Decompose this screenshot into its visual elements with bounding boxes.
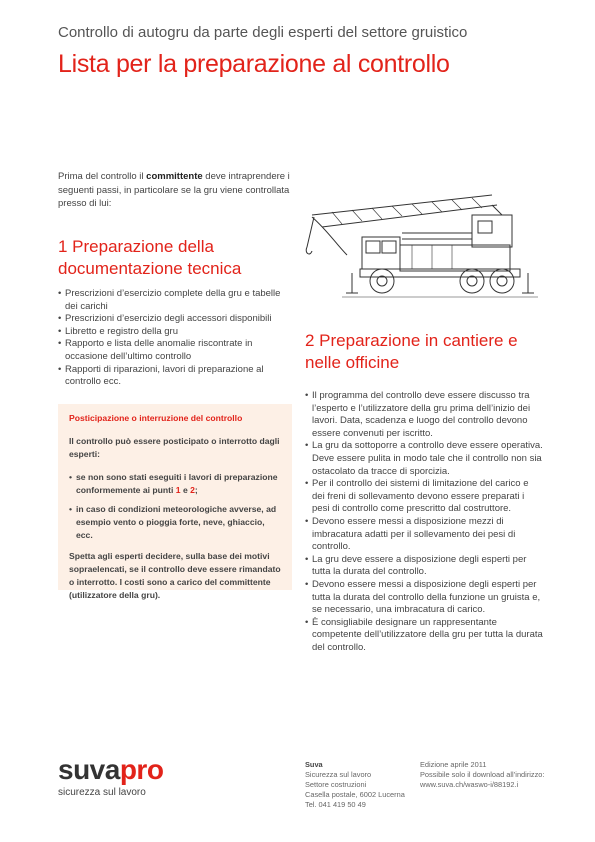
footer-edition [420, 760, 544, 790]
list-item: • Libretto e registro della gru [58, 326, 294, 339]
list-item: • La gru deve essere a disposizione degli esperti per tutta la durata del controllo. [305, 554, 543, 579]
box-item1-and: e [180, 485, 191, 495]
list-item: • Prescrizioni d’esercizio complete della gru e tabelle dei carichi [58, 288, 294, 313]
list-item: • Il programma del controllo deve essere discusso tra l’esperto e l’utilizzatore della gru prima dell’inizio dei lavori. Data, scadenza e luogo del controllo devono essere convenuti per iscritto. [305, 390, 543, 440]
download-note: Possibile solo il download all’indirizzo: [420, 770, 545, 779]
list-item: • in caso di condizioni meteorologiche avverse, ad esempio vento o pioggia forte, neve, ghiaccio, ecc. [69, 503, 282, 542]
footer-address-line: Sicurezza sul lavoro [305, 770, 372, 779]
box-item1-end: ; [194, 485, 198, 495]
section2-heading: 2 Preparazione in cantiere e nelle officine [305, 331, 518, 372]
footer-address-line: Casella postale, 6002 Lucerna [305, 790, 405, 799]
list-item [69, 471, 282, 497]
footer-phone: Tel. 041 419 50 49 [305, 800, 366, 809]
intro-bold: committente [146, 171, 203, 182]
postponement-box [58, 404, 292, 600]
section-ref-1: 1 [175, 485, 181, 495]
logo-suva-text: suva [58, 754, 120, 785]
footer-org-name: Suva [305, 760, 323, 769]
list-item: • Prescrizioni d’esercizio degli accessori disponibili [58, 313, 294, 326]
list-item: • Rapporti di riparazioni, lavori di preparazione al controllo ecc. [58, 364, 294, 389]
list-item: • Rapporto e lista delle anomalie riscontrate in occasione dell’ultimo controllo [58, 338, 294, 363]
list-item: • Per il controllo dei sistemi di limitazione del carico e dei freni di sollevamento devono essere preparati i pesi di controllo come prescritto dal costruttore. [305, 478, 543, 516]
edition-date: Edizione aprile 2011 [420, 760, 487, 769]
box-closing: Spetta agli esperti decidere, sulla base dei motivi sopraelencati, se il controllo deve essere rimandato o interrotto. I costi sono a carico del committente (utilizzatore della gru). [69, 551, 281, 600]
intro-after: deve intraprendere i seguenti passi, in particolare se la gru viene controllata presso di lui: [58, 171, 290, 209]
logo-tagline: sicurezza sul lavoro [58, 787, 146, 798]
suvapro-logo [58, 755, 163, 798]
box-lead: Il controllo può essere posticipato o interrotto dagli esperti: [69, 436, 280, 459]
section2-list [305, 390, 543, 654]
list-item: • Devono essere messi a disposizione degli esperti per tutta la durata del controllo della funzione un gruista e, se necessario, una imbracatura di carico. [305, 579, 543, 617]
section1-heading: 1 Preparazione della documentazione tecnica [58, 237, 242, 278]
section-ref-2: 2 [190, 485, 195, 495]
download-url[interactable]: www.suva.ch/waswo-i/88192.i [420, 780, 519, 789]
box-item1-text: se non sono stati eseguiti i lavori di preparazione conformemente ai punti [76, 472, 278, 495]
document-subtitle: Controllo di autogru da parte degli esperti del settore gruistico [58, 24, 468, 41]
footer-address [305, 760, 405, 810]
list-item: • Devono essere messi a disposizione mezzi di imbracatura adatti per il sollevamento dei pesi di controllo. [305, 516, 543, 554]
section1-list [58, 288, 294, 389]
document-title: Lista per la preparazione al controllo [58, 50, 450, 78]
intro-before: Prima del controllo il [58, 171, 147, 182]
mobile-crane-illustration [302, 175, 542, 305]
intro-paragraph [58, 170, 298, 211]
box-title: Posticipazione o interruzione del controllo [69, 413, 243, 423]
box-list [69, 471, 282, 542]
footer-address-line: Settore costruzioni [305, 780, 367, 789]
logo-pro-text: pro [119, 754, 164, 785]
list-item: • È consigliabile designare un rappresentante competente dell’utilizzatore della gru per tutta la durata del controllo. [305, 617, 543, 655]
list-item: • La gru da sottoporre a controllo deve essere operativa. Deve essere pulita in modo tale che il controllo non sia ostacolato da tracce di sporcizia. [305, 440, 543, 478]
